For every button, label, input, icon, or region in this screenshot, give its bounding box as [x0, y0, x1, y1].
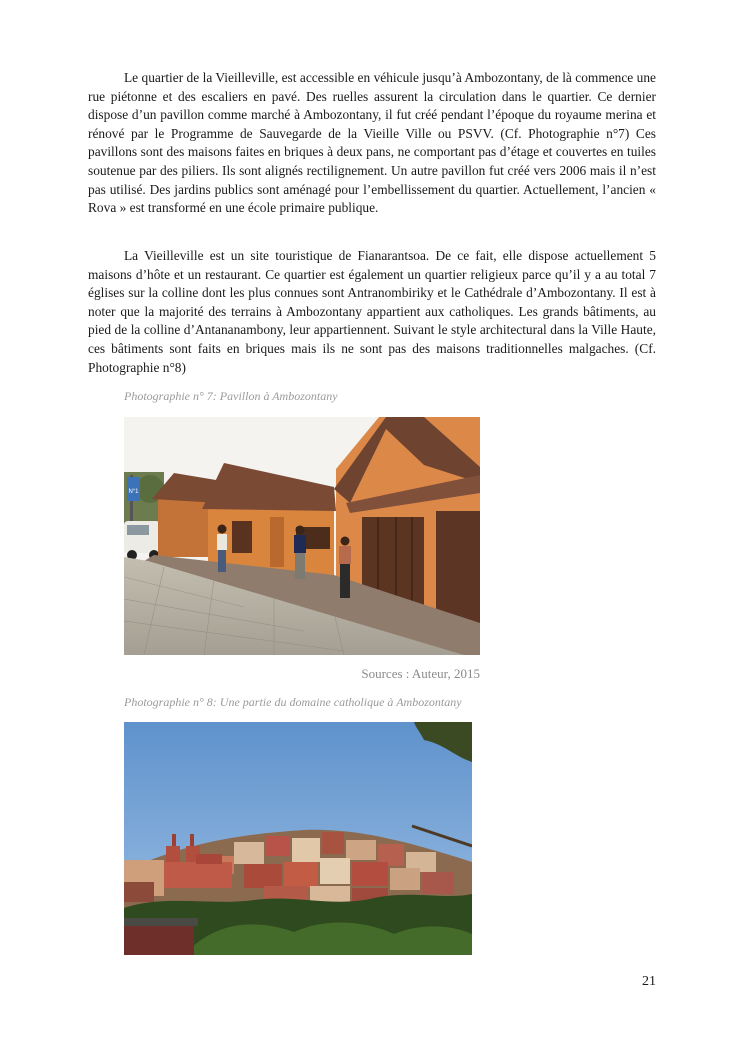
photo-7-source: Sources : Auteur, 2015: [361, 666, 480, 681]
photo-8-caption: Photographie n° 8: Une partie du domaine catholique à Ambozontany: [124, 695, 462, 709]
photo-7-caption: Photographie n° 7: Pavillon à Ambozontany: [124, 389, 338, 403]
body-paragraph-2: La Vieilleville est un site touristique de Fianarantsoa. De ce fait, elle dispose actuellement 5 maisons d’hôte et un restaurant. Ce quartier est également un quartier religieux parce qu’il y a au total 7 églises sur la colline dont les plus connues sont Antranombiriky et le Cathédrale d’Ambozontany. Il est à noter que la majorité des terrains à Ambozontany appartient aux catholiques. Les grands bâtiments, au pied de la colline d’Antananambony, leur appartiennent. Suivant le style architectural dans la Ville Haute, ces bâtiments sont faits en briques mais ils ne sont pas des maisons traditionnelles malgaches. (Cf. Photographie n°8): [88, 248, 656, 375]
photo-domaine-catholique: [124, 722, 472, 955]
body-paragraph-1: Le quartier de la Vieilleville, est accessible en véhicule jusqu’à Ambozontany, de là commence une rue piétonne et des escaliers en pavé. Des ruelles assurent la circulation dans le quartier. Ce dernier dispose d’un pavillon comme marché à Ambozontany, il fut créé pendant l’époque du royaume merina et rénové par le Programme de Sauvegarde de la Vieille Ville ou PSVV. (Cf. Photographie n°7) Ces pavillons sont des maisons faites en briques à deux pans, ne comportant pas d’étage et couvertes en tuiles soutenue par des piliers. Ils sont alignés rectilignement. Un autre pavillon fut créé vers 2006 mais il n’est pas utilisé. Des jardins publics sont aménagé pour l’embellissement du quartier. Actuellement, l’ancien « Rova » est transformé en une école primaire publique.: [88, 70, 656, 216]
photo-pavillon-ambozontany: [124, 417, 480, 655]
page-number: 21: [642, 974, 656, 989]
street-sign-text: N°1: [128, 489, 139, 495]
